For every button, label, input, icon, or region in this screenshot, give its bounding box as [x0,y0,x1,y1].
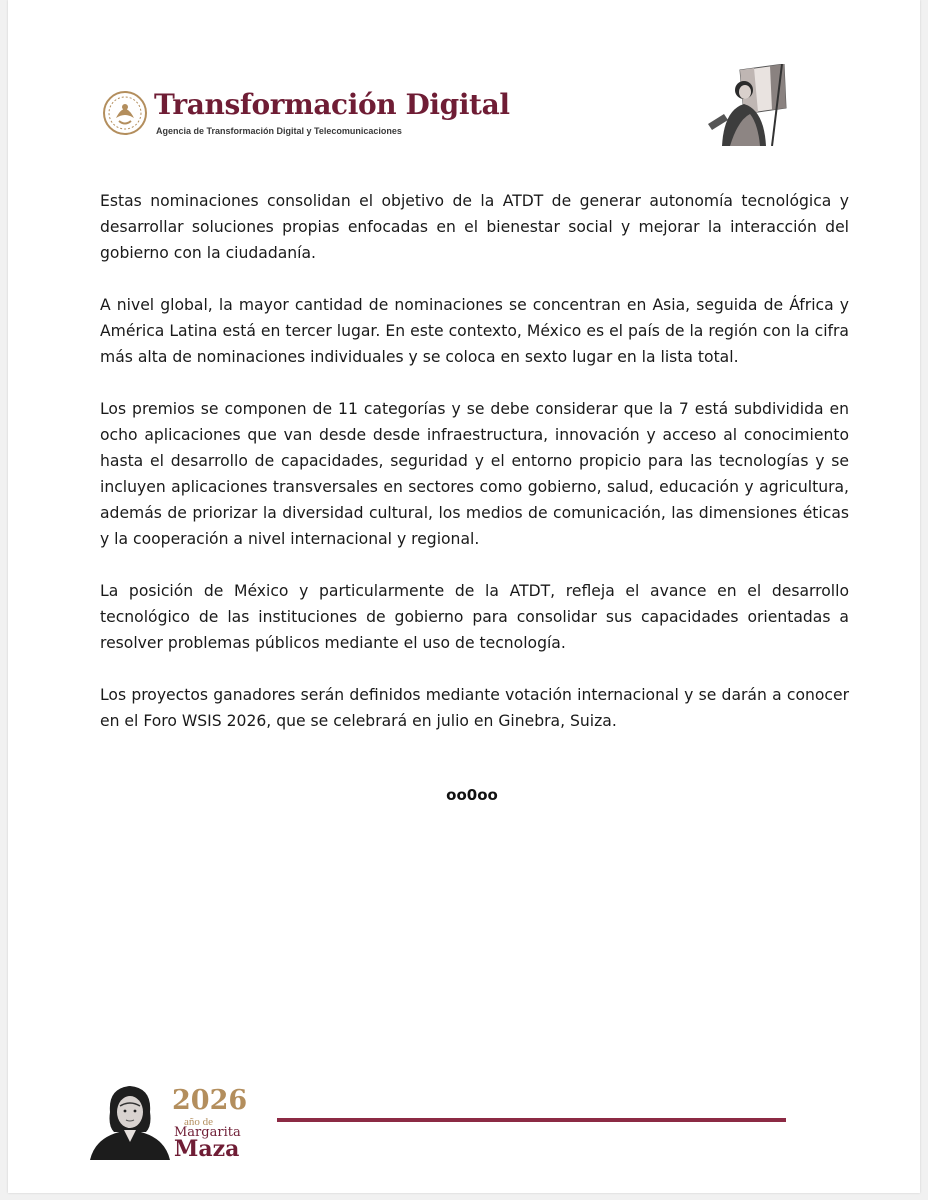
paragraph-nominations-objective: Estas nominaciones consolidan el objetivo de la ATDT de generar autonomía tecnológica y desarrollar soluciones propias enfocadas en el bienestar social y mejorar la interacción del gobierno con la ciudadanía. [100,192,849,262]
footer-year: 2026 [172,1085,248,1116]
footer-divider [277,1118,786,1122]
end-separator: oo0oo [446,786,498,804]
heroine-flag-icon [700,64,790,146]
brand-title: Transformación Digital [154,88,510,121]
coat-of-arms-icon [102,90,148,136]
paragraph-award-categories: Los premios se componen de 11 categorías y se debe considerar que la 7 está subdividida en ocho aplicaciones que van desde desde infraestructura, innovación y acceso al conocimiento hasta el desarrollo de capacidades, seguridad y el entorno propicio para las tecnologías y se incluyen aplicaciones transversales en sectores como gobierno, salud, educación y agricultura, además de priorizar la diversidad cultural, los medios de comunicación, las dimensiones éticas y la cooperación a nivel internacional y regional. [100,400,849,548]
footer-first-name: Margarita [174,1125,241,1140]
paragraph-winners-announcement: Los proyectos ganadores serán definidos mediante votación internacional y se darán a conocer en el Foro WSIS 2026, que se celebrará en julio en Ginebra, Suiza. [100,686,849,730]
footer-year-caption: año de [184,1116,214,1128]
paragraph-global-nominations: A nivel global, la mayor cantidad de nominaciones se concentran en Asia, seguida de África y América Latina está en tercer lugar. En este contexto, México es el país de la región con la cifra más alta de nominaciones individuales y se coloca en sexto lugar en la lista total. [100,296,849,366]
document-page [8,0,920,1193]
press-release-body [100,188,849,760]
footer-last-name: Maza [174,1136,240,1162]
margarita-maza-portrait-icon [88,1082,172,1160]
paragraph-mexico-position: La posición de México y particularmente de la ATDT, refleja el avance en el desarrollo tecnológico de las instituciones de gobierno para consolidar sus capacidades orientadas a resolver problemas públicos mediante el uso de tecnología. [100,582,849,652]
brand-subtitle: Agencia de Transformación Digital y Telecomunicaciones [156,126,402,136]
